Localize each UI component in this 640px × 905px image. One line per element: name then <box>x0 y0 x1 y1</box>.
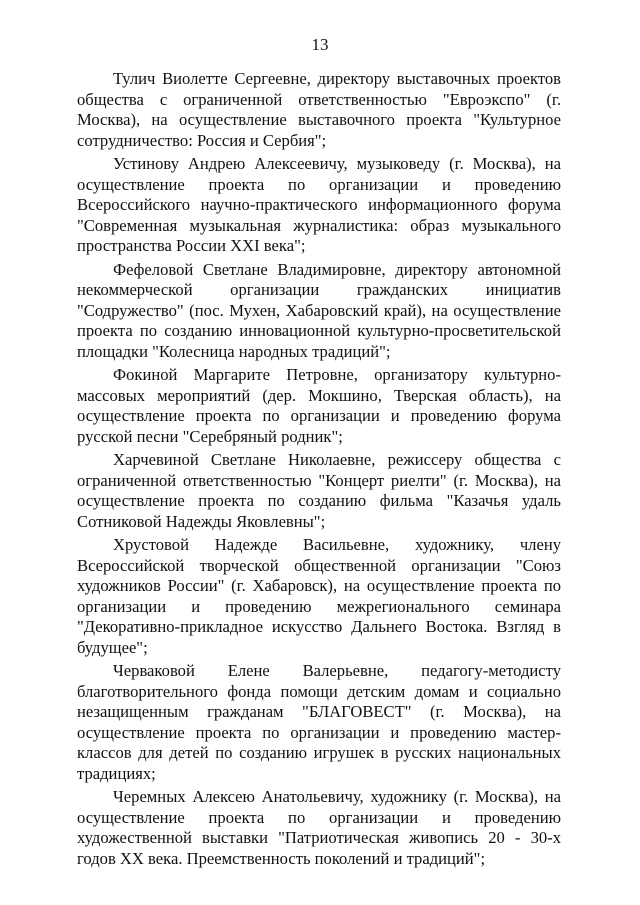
paragraph-khrustova: Хрустовой Надежде Васильевне, художнику, члену Всероссийской творческой общественной организации "Союз художников России" (г. Хабаровск), на осуществление проекта по организации и проведению межрегионального семинара "Декоративно-прикладное искусство Дальнего Востока. Взгляд в будущее"; <box>77 535 561 657</box>
paragraph-chervakova: Черваковой Елене Валерьевне, педагогу-методисту благотворительного фонда помощи детским домам и социально незащищенным гражданам "БЛАГОВЕСТ" (г. Москва), на осуществление проекта по организации и проведению мастер-классов для детей по созданию игрушек в русских национальных традициях; <box>77 661 561 783</box>
paragraph-kharchevina: Харчевиной Светлане Николаевне, режиссеру общества с ограниченной ответственностью "Концерт риелти" (г. Москва), на осуществление проекта по созданию фильма "Казачья удаль Сотниковой Надежды Яковлевны"; <box>77 450 561 531</box>
paragraph-ustinov: Устинову Андрею Алексеевичу, музыковеду (г. Москва), на осуществление проекта по организации и проведению Всероссийского научно-практического информационного форума "Современная музыкальная журналистика: образ музыкального пространства России XXI века"; <box>77 154 561 255</box>
paragraph-tulich: Тулич Виолетте Сергеевне, директору выставочных проектов общества с ограниченной ответственностью "Евроэкспо" (г. Москва), на осуществление выставочного проекта "Культурное сотрудничество: Россия и Сербия"; <box>77 69 561 150</box>
paragraph-fokina: Фокиной Маргарите Петровне, организатору культурно-массовых мероприятий (дер. Мокшино, Тверская область), на осуществление проекта по организации и проведению форума русской песни "Серебряный родник"; <box>77 365 561 446</box>
page-number: 13 <box>311 35 329 54</box>
document-body <box>77 69 561 872</box>
paragraph-fefelova: Фефеловой Светлане Владимировне, директору автономной некоммерческой организации гражданских инициатив "Содружество" (пос. Мухен, Хабаровский край), на осуществление проекта по созданию инновационной культурно-просветительской площадки "Колесница народных традиций"; <box>77 259 561 361</box>
paragraph-cheremnykh: Черемных Алексею Анатольевичу, художнику (г. Москва), на осуществление проекта по организации и проведению художественной выставки "Патриотическая живопись 20 - 30-х годов XX века. Преемственность поколений и традиций"; <box>77 787 561 868</box>
